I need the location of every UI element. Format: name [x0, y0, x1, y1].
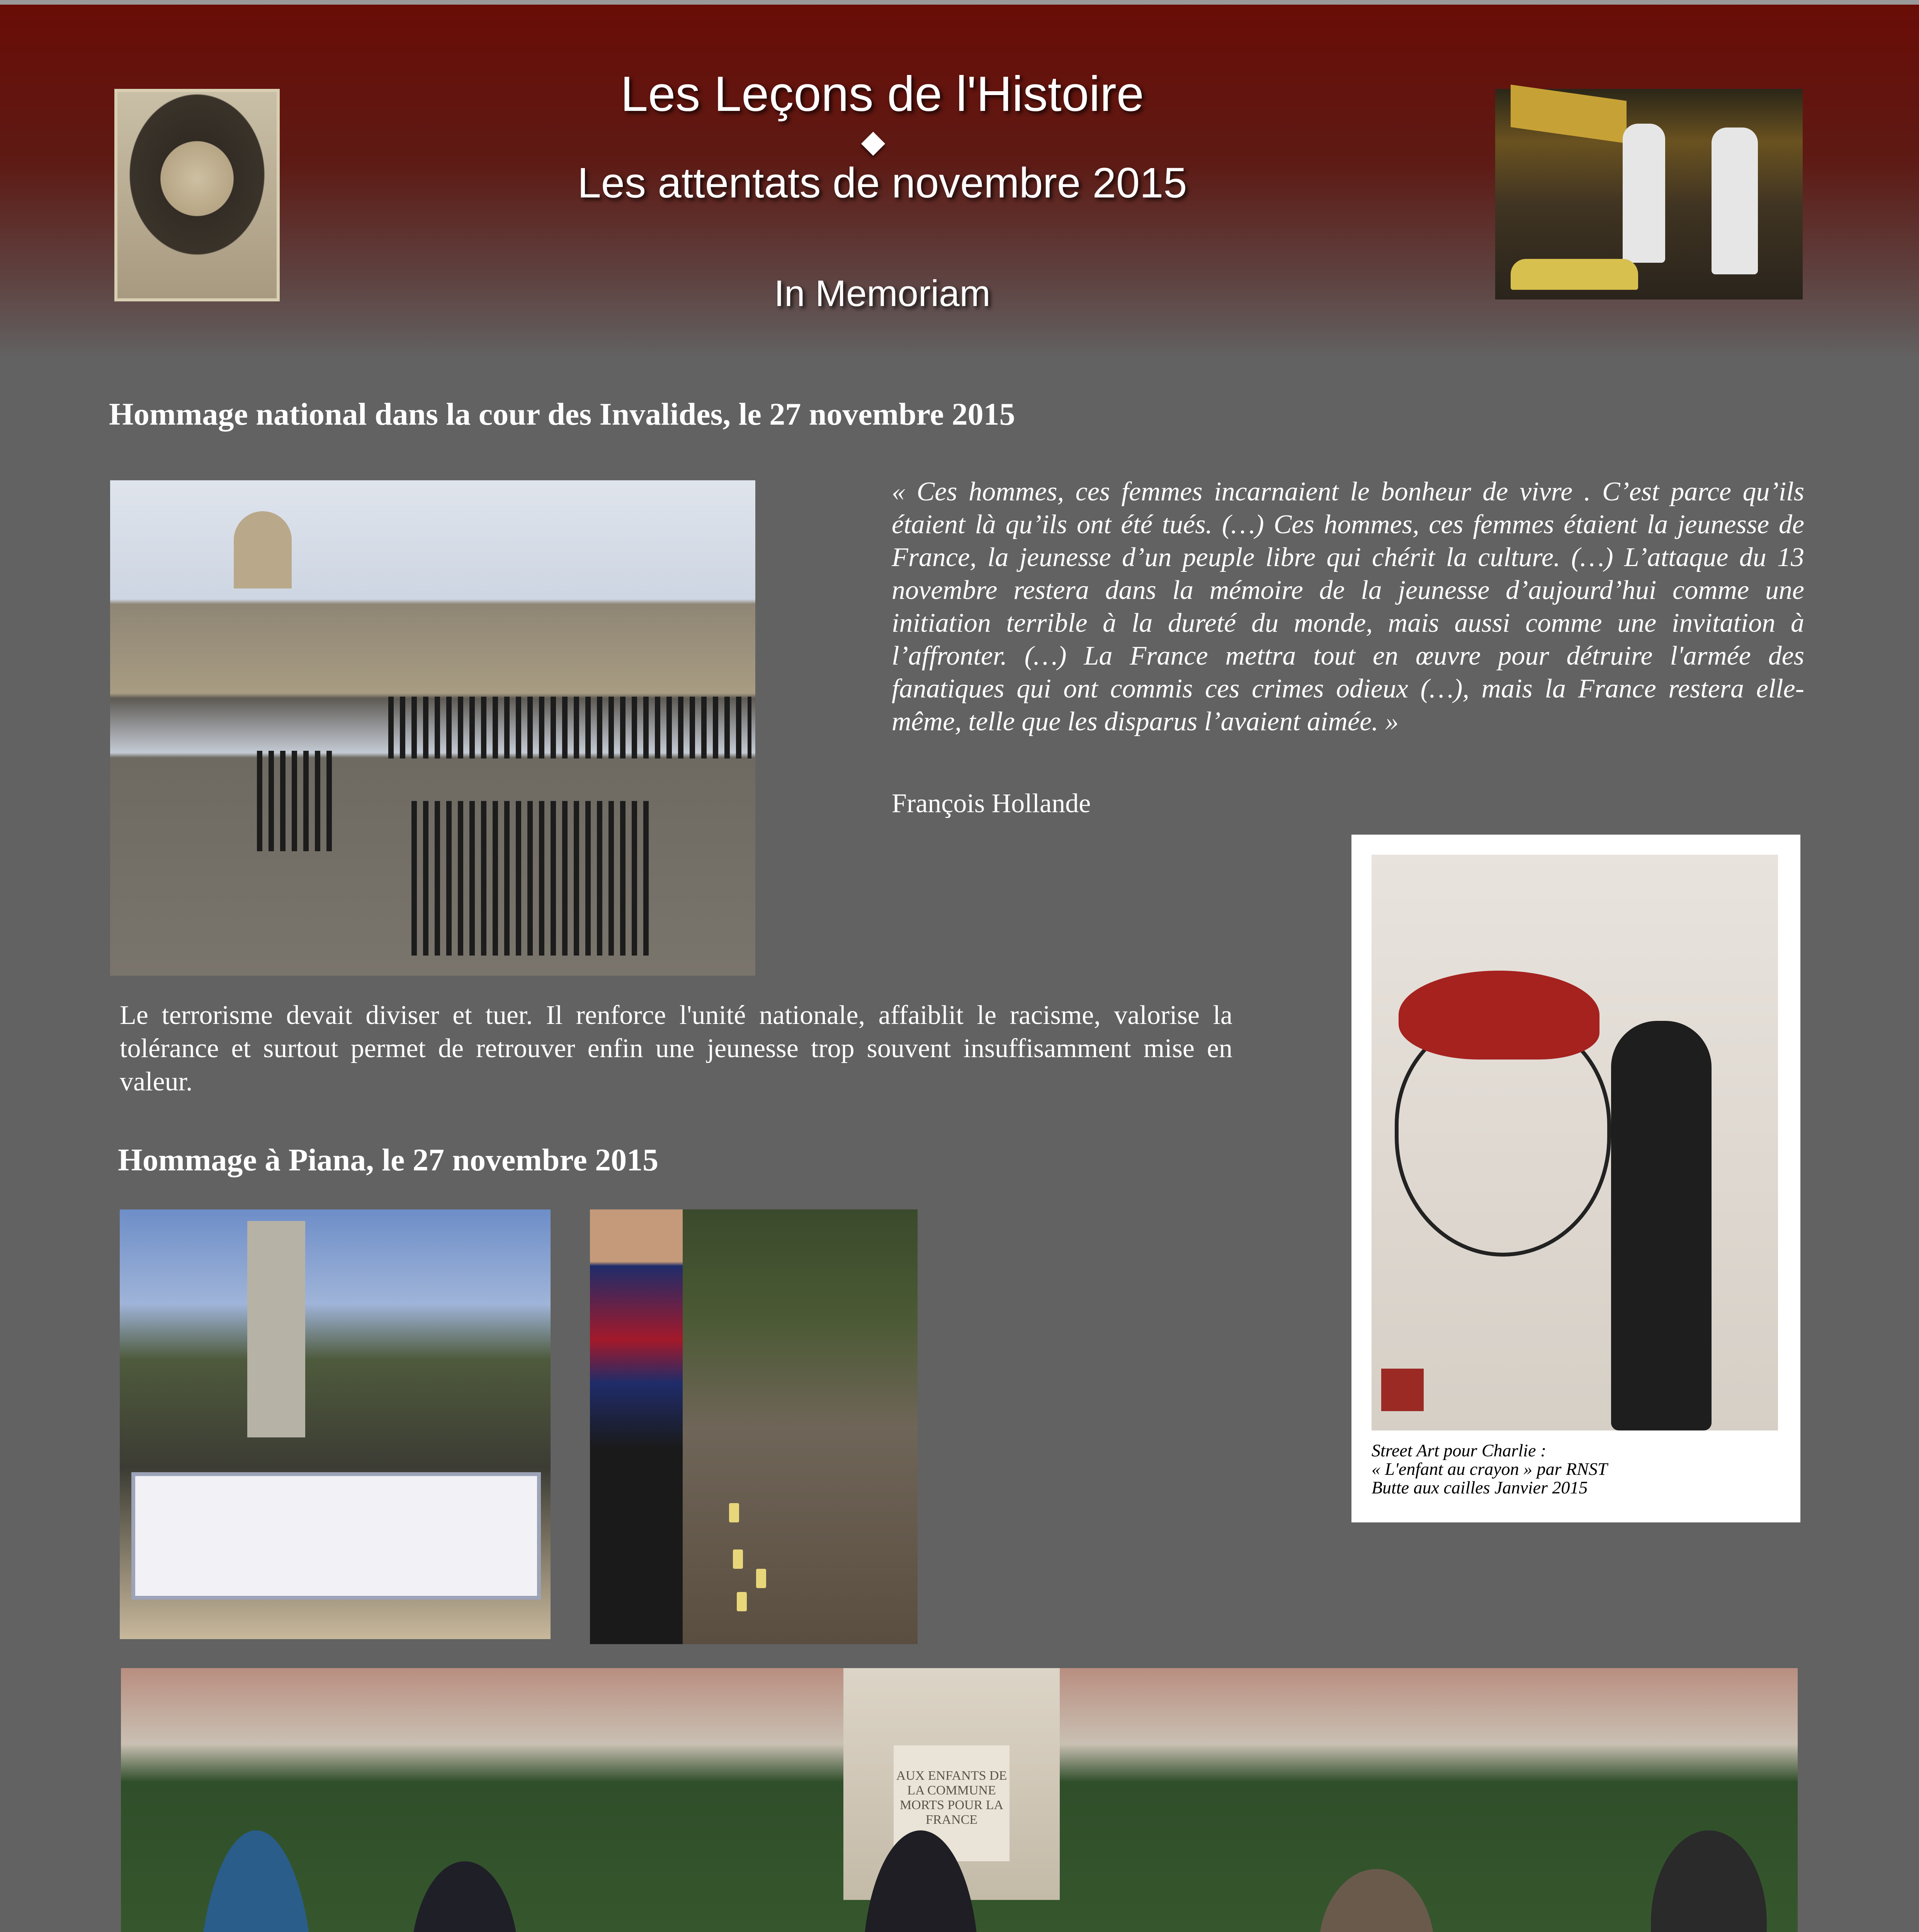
- terrorism-paragraph: Le terrorisme devait diviser et tuer. Il renforce l'unité nationale, affaiblit le racisme, valorise la tolérance et surtout permet de retrouver enfin une jeunesse trop souvent insuffisamment mise en valeur.: [120, 1000, 1232, 1097]
- portrait-photo: [114, 89, 280, 301]
- artist-stamp: [1381, 1369, 1424, 1411]
- forensic-figure: [1623, 124, 1665, 263]
- candle: [737, 1592, 747, 1611]
- street-art-image: [1372, 855, 1778, 1430]
- adult-figure: [411, 1861, 519, 1932]
- adult-figure: [198, 1830, 314, 1932]
- adult-figure: [1319, 1869, 1435, 1932]
- candle: [756, 1569, 766, 1588]
- caption-line: Street Art pour Charlie :: [1372, 1440, 1547, 1460]
- war-memorial-obelisk: [247, 1221, 305, 1437]
- street-art-caption: [1372, 1441, 1777, 1497]
- invalides-dome: [234, 511, 292, 588]
- invalides-ceremony-photo: [110, 480, 755, 976]
- forensic-figure: [1712, 128, 1758, 274]
- children-drawings-banner: [131, 1472, 541, 1600]
- adult-figure: [1651, 1830, 1767, 1932]
- page-title: Les Leçons de l'Histoire: [620, 66, 1144, 122]
- monument-plaque: AUX ENFANTS DE LA COMMUNE MORTS POUR LA FRANCE: [894, 1745, 1010, 1861]
- section-heading-invalides: Hommage national dans la cour des Invalides, le 27 novembre 2015: [109, 396, 1015, 432]
- in-memoriam-label: In Memoriam: [774, 273, 991, 314]
- street-art-panel: [1351, 835, 1800, 1522]
- piana-monument-photo: [120, 1209, 551, 1639]
- crowd: [388, 697, 751, 759]
- attack-scene-photo: [1495, 89, 1803, 299]
- candle: [733, 1549, 743, 1569]
- page-subtitle: Les attentats de novembre 2015: [577, 159, 1187, 207]
- troop-formation: [257, 751, 334, 851]
- top-border: [0, 0, 1919, 5]
- troop-formation: [411, 801, 651, 956]
- child-figure: [590, 1209, 683, 1644]
- caption-line: « L'enfant au crayon » par RNST: [1372, 1459, 1608, 1479]
- piana-group-photo: [121, 1668, 1798, 1932]
- hollande-quote: « Ces hommes, ces femmes incarnaient le bonheur de vivre . C’est parce qu’ils étaient là qu’ils ont été tués. (…) Ces hommes, ces femmes étaient la jeunesse de France, la jeunesse d’un peuple libre qui chérit la culture. (…) L’attaque du 13 novembre restera dans la mémoire de la jeunesse d’aujourd’hui comme une initiation terrible à la dureté du monde, mais aussi comme une invitation à l’affronter. (…) La France mettra tout en œuvre pour détruire l'armée des fanatiques qui ont commis ces crimes odieux (…), mais la France restera elle-même, telle que les disparus l’avaient aimée. »: [892, 477, 1804, 736]
- red-beret: [1399, 971, 1599, 1060]
- section-heading-piana: Hommage à Piana, le 27 novembre 2015: [118, 1142, 659, 1177]
- quote-author: François Hollande: [892, 789, 1091, 818]
- caption-line: Butte aux cailles Janvier 2015: [1372, 1478, 1588, 1497]
- raised-fist-pencil: [1611, 1021, 1712, 1430]
- candle: [729, 1503, 739, 1522]
- piana-candles-photo: [590, 1209, 918, 1644]
